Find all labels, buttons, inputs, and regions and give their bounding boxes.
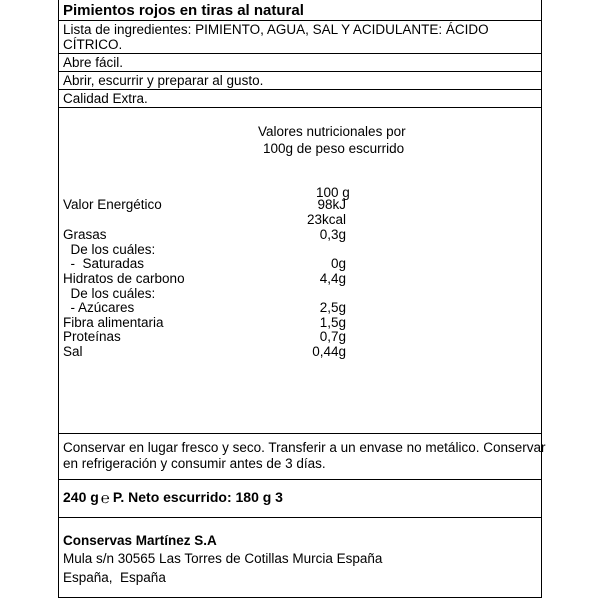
nutrition-label-fibre: Fibra alimentaria bbox=[63, 315, 164, 330]
ingredients-line-1: Lista de ingredientes: PIMIENTO, AGUA, SAL Y ACIDULANTE: ÁCIDO bbox=[63, 22, 489, 37]
note-divider-1 bbox=[58, 71, 542, 72]
gross-weight: 240 g bbox=[63, 489, 99, 505]
weights-divider bbox=[58, 517, 542, 518]
weights-line bbox=[63, 489, 283, 507]
nutrition-value-energy-kcal: 23kcal bbox=[306, 212, 346, 227]
note-preparation: Abrir, escurrir y preparar al gusto. bbox=[63, 73, 264, 88]
nutrition-label-fat: Grasas bbox=[63, 227, 107, 242]
nutrition-column-header: 100 g bbox=[316, 185, 350, 200]
product-title: Pimientos rojos en tiras al natural bbox=[63, 2, 304, 19]
note-divider-2 bbox=[58, 89, 542, 90]
note-divider-3 bbox=[58, 107, 542, 108]
ingredients-line-2: CÍTRICO. bbox=[63, 37, 123, 52]
nutrition-value-saturated: 0g bbox=[330, 256, 346, 271]
nutrition-label-saturated: - Saturadas bbox=[63, 256, 145, 271]
nutrition-value-salt: 0,44g bbox=[312, 344, 346, 359]
nutrition-divider bbox=[58, 433, 542, 434]
nutrition-label-sugars: - Azúcares bbox=[63, 300, 135, 315]
storage-line-1: Conservar en lugar fresco y seco. Transferir a un envase no metálico. Conservar bbox=[63, 440, 546, 455]
net-drained-weight: P. Neto escurrido: 180 g 3 bbox=[112, 489, 283, 505]
company-address: Mula s/n 30565 Las Torres de Cotillas Murcia España bbox=[63, 551, 383, 566]
nutrition-value-energy-kj: 98kJ bbox=[317, 197, 346, 212]
nutrition-label-energy: Valor Energético bbox=[63, 197, 162, 212]
storage-divider bbox=[58, 479, 542, 480]
note-quality: Calidad Extra. bbox=[63, 91, 148, 106]
nutrition-value-protein: 0,7g bbox=[319, 329, 346, 344]
storage-line-2: en refrigeración y consumir antes de 3 días. bbox=[63, 456, 326, 471]
nutrition-label-protein: Proteínas bbox=[63, 329, 121, 344]
nutrition-value-carbohydrates: 4,4g bbox=[319, 271, 346, 286]
title-divider bbox=[58, 20, 542, 21]
nutrition-label-salt: Sal bbox=[63, 344, 83, 359]
nutrition-header-line-2: 100g de peso escurrido bbox=[263, 141, 405, 156]
ingredients-divider bbox=[58, 53, 542, 54]
nutrition-value-sugars: 2,5g bbox=[319, 300, 346, 315]
nutrition-header-line-1: Valores nutricionales por bbox=[258, 124, 406, 139]
nutrition-label-carbs-of-which: De los cuáles: bbox=[63, 286, 156, 301]
estimated-sign-icon: ℮ bbox=[100, 490, 110, 507]
nutrition-label-carbohydrates: Hidratos de carbono bbox=[63, 271, 185, 286]
nutrition-value-fibre: 1,5g bbox=[319, 315, 346, 330]
company-name: Conservas Martínez S.A bbox=[63, 533, 217, 548]
note-open-easy: Abre fácil. bbox=[63, 55, 124, 70]
nutrition-label-fat-of-which: De los cuáles: bbox=[63, 242, 156, 257]
company-country: España, España bbox=[63, 570, 166, 585]
nutrition-value-fat: 0,3g bbox=[319, 227, 346, 242]
